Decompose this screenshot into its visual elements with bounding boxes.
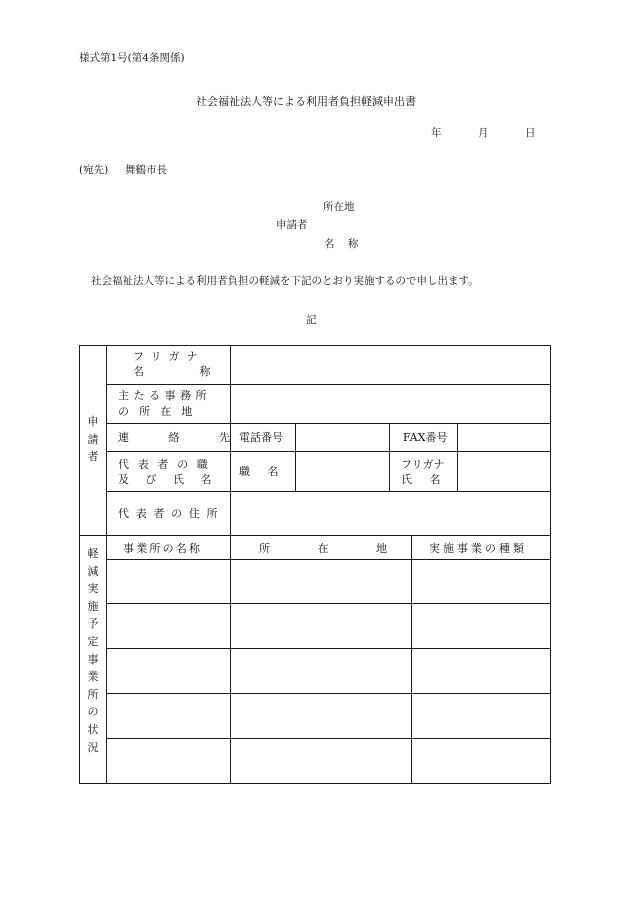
contact-label: 連 絡 先 bbox=[118, 431, 248, 444]
applicant-group-label: 申請者 bbox=[87, 415, 99, 464]
fax-label: FAX番号 bbox=[403, 431, 448, 444]
office-name-header: 事業所の名称 bbox=[123, 542, 203, 555]
name-row-label: 名 称 bbox=[133, 365, 237, 378]
form-number: 様式第1号(第4条関係) bbox=[79, 52, 185, 64]
rep-address-label: 代 表 者 の 住 所 bbox=[118, 507, 220, 520]
rep-name-label: 及 び 氏 名 bbox=[118, 473, 218, 486]
form-title: 社会福祉法人等による利用者負担軽減申出書 bbox=[196, 95, 416, 108]
main-office-label: 主たる事務所 bbox=[118, 389, 211, 402]
name-label: 名 称 bbox=[324, 238, 364, 250]
offices-group-label: 軽減実施予定事業所の状況 bbox=[87, 547, 99, 754]
service-type-header: 実施事業の種類 bbox=[429, 542, 527, 555]
application-table bbox=[79, 345, 551, 784]
post-label: 職 名 bbox=[239, 465, 286, 478]
tel-label: 電話番号 bbox=[239, 431, 283, 444]
address-label: 所在地 bbox=[323, 201, 355, 213]
applicant-label: 申請者 bbox=[276, 219, 308, 231]
addressee-prefix: (宛先) bbox=[79, 164, 109, 176]
rep-title-label: 代 表 者 の 職 bbox=[118, 458, 211, 471]
rep-furigana-label: フリガナ bbox=[401, 458, 445, 471]
office-address-header: 所 在 地 bbox=[259, 542, 409, 555]
date-month: 月 bbox=[478, 127, 489, 139]
statement: 社会福祉法人等による利用者負担の軽減を下記のとおり実施するので申し出ます。 bbox=[91, 275, 479, 287]
addressee-name: 舞鶴市長 bbox=[125, 164, 167, 176]
date-day: 日 bbox=[525, 127, 536, 139]
date-year: 年 bbox=[431, 127, 442, 139]
ki-label: 記 bbox=[306, 314, 317, 326]
main-office-address-label: の 所 在 地 bbox=[118, 405, 196, 418]
furigana-label: フリガナ bbox=[133, 350, 205, 363]
rep-shimei-label: 氏 名 bbox=[401, 473, 448, 486]
